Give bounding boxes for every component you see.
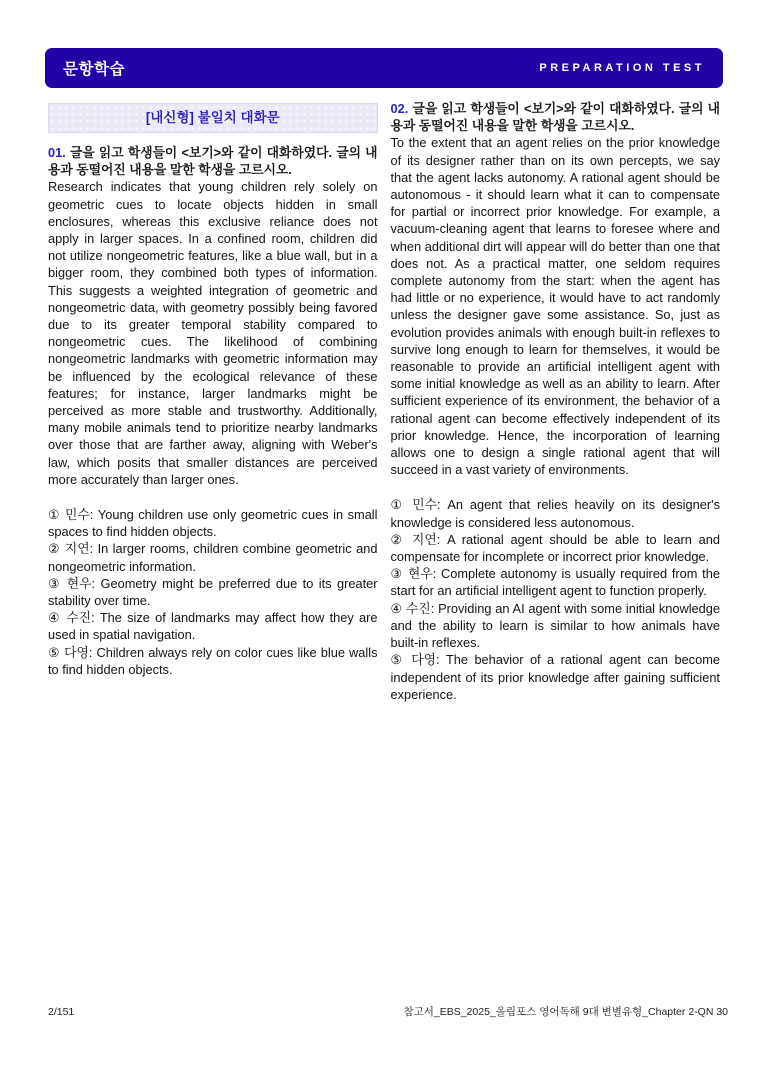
question-2-instruction-text: 글을 읽고 학생들이 <보기>와 같이 대화하였다. 글의 내용과 동떨어진 내용을 말한 학생을 고르시오. bbox=[390, 101, 720, 134]
option-text: Children always rely on color cues like blue walls to find hidden objects. bbox=[48, 644, 378, 677]
option-text: The size of landmarks may affect how they are used in spatial navigation. bbox=[48, 610, 378, 643]
option-text: An agent that relies heavily on its designer's knowledge is considered less autonomous. bbox=[390, 497, 720, 530]
option-speaker: 지연: bbox=[64, 541, 94, 557]
option-line bbox=[391, 531, 721, 565]
option-text: A rational agent should be able to learn and compensate for incomplete or incorrect prior knowledge. bbox=[390, 531, 721, 565]
option-marker: ③ bbox=[48, 575, 62, 591]
footer-page-number: 2/151 bbox=[48, 1006, 75, 1018]
option-text: Providing an AI agent with some initial knowledge and the ability to learn is similar to how animals have built-in reflexes. bbox=[390, 600, 720, 651]
option-marker: ② bbox=[390, 531, 406, 547]
option-speaker: 민수: bbox=[412, 497, 441, 513]
option-marker: ④ bbox=[390, 600, 403, 616]
question-1-instruction-text: 글을 읽고 학생들이 <보기>와 같이 대화하였다. 글의 내용과 동떨어진 내용을 말한 학생을 고르시오. bbox=[48, 145, 378, 178]
question-2-options bbox=[391, 496, 721, 702]
option-marker: ① bbox=[390, 497, 406, 513]
option-speaker: 수진: bbox=[66, 610, 95, 626]
option-line bbox=[48, 506, 378, 540]
option-line bbox=[48, 540, 378, 574]
option-line bbox=[48, 609, 378, 643]
app-title: 문항학습 bbox=[63, 61, 125, 78]
question-1-options bbox=[48, 506, 378, 678]
option-marker: ④ bbox=[48, 610, 62, 626]
section-badge bbox=[48, 103, 378, 133]
option-line bbox=[391, 651, 721, 703]
question-2-passage: To the extent that an agent relies on the prior knowledge of its designer rather than on its own percepts, we say that the agent lacks autonomy. A rational agent should be autonomous - it should learn what it can to compensate for partial or incorrect prior knowledge. For example, a vacuum-cleaning agent that learns to foresee where and when additional dirt will appear will do better than one that does not. As a practical matter, one seldom requires complete autonomy from the start: when the agent has had little or no experience, it would have to act randomly unless the designer gave some assistance. So, just as evolution provides animals with enough built-in reflexes to survive long enough to learn for themselves, it would be reasonable to provide an artificial intelligent agent with some initial knowledge as well as an ability to learn. After sufficient experience of its environment, the behavior of a rational agent can become effectively independent of its prior knowledge. Hence, the incorporation of learning allows one to design a single rational agent that will succeed in a vast variety of environments. bbox=[390, 135, 720, 478]
option-speaker: 현우: bbox=[407, 566, 437, 582]
option-speaker: 민수: bbox=[65, 507, 94, 523]
question-1-instruction bbox=[48, 144, 378, 178]
page-footer bbox=[48, 1004, 728, 1019]
section-badge-label: [내신형] 불일치 대화문 bbox=[145, 110, 280, 126]
option-text: Geometry might be preferred due to its greater stability over time. bbox=[48, 575, 378, 609]
content-area bbox=[48, 100, 720, 703]
option-text: Complete autonomy is usually required from the start for an artificial intelligent agent to function properly. bbox=[390, 566, 720, 599]
option-text: In larger rooms, children combine geometric and nongeometric information. bbox=[48, 541, 378, 574]
option-marker: ⑤ bbox=[390, 652, 405, 668]
option-speaker: 수진: bbox=[406, 600, 435, 616]
option-line bbox=[391, 600, 721, 652]
option-marker: ① bbox=[48, 507, 61, 523]
option-line bbox=[48, 644, 378, 678]
header-bar bbox=[45, 48, 723, 88]
option-text: Young children use only geometric cues in small spaces to find hidden objects. bbox=[48, 507, 378, 540]
header-right-label: PREPARATION TEST bbox=[539, 62, 705, 74]
question-1-passage: Research indicates that young children rely solely on geometric cues to locate objects hidden in small enclosures, whereas this exclusive reliance does not apply in larger spaces. In a confined room, children did not utilize nongeometric features, like a blue wall, but in a bigger room, they combined both types of information. This suggests a weighted integration of geometric and nongeometric data, with geometry possibly being favored due to its greater temporal stability compared to nongeometric cues. The likelihood of combining nongeometric landmarks with geometric information may be influenced by the ecological relevance of these features; for instance, larger landmarks might be perceived as more stable and trustworthy. Additionally, many mobile animals tend to prioritize nearby landmarks over those that are farther away, aligning with Weber's law, which posits that smaller distances are perceived more accurately than larger ones. bbox=[48, 179, 378, 487]
option-text: The behavior of a rational agent can become independent of its prior knowledge after gaining sufficient experience. bbox=[390, 652, 720, 702]
footer-reference: 참고서_EBS_2025_올림포스 영어독해 9대 변별유형_Chapter 2-QN 30 bbox=[403, 1006, 728, 1018]
option-speaker: 지연: bbox=[412, 531, 441, 547]
option-marker: ⑤ bbox=[48, 644, 61, 660]
option-speaker: 현우: bbox=[66, 575, 96, 591]
left-column bbox=[48, 100, 378, 678]
question-1-number: 01. bbox=[48, 145, 66, 160]
question-2-number: 02. bbox=[390, 101, 409, 116]
question-2-instruction bbox=[391, 100, 721, 134]
option-line bbox=[48, 575, 378, 609]
option-speaker: 다영: bbox=[411, 652, 440, 668]
option-marker: ② bbox=[48, 541, 61, 557]
option-line bbox=[391, 565, 721, 599]
option-marker: ③ bbox=[390, 566, 404, 582]
option-line bbox=[391, 496, 721, 530]
option-speaker: 다영: bbox=[64, 644, 93, 660]
right-column bbox=[391, 100, 721, 703]
